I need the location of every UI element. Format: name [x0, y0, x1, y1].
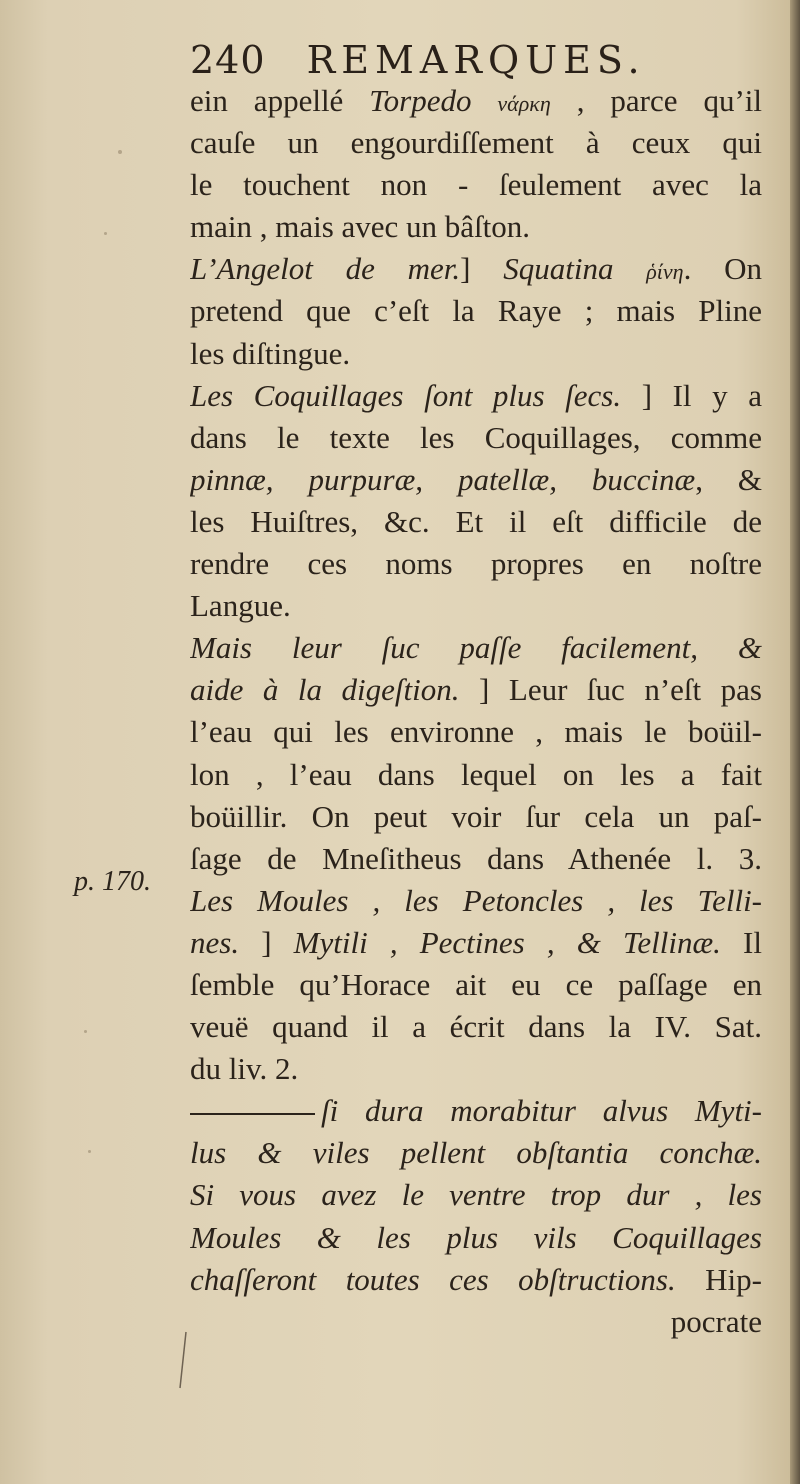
italic-text: Moules & les plus vils Coquillages	[190, 1219, 762, 1255]
text-line	[190, 333, 762, 375]
text-line	[190, 880, 762, 922]
roman-text: ]	[239, 924, 294, 960]
quotation-dash	[190, 1113, 315, 1115]
roman-text: pocrate	[670, 1303, 762, 1339]
text-line	[190, 1006, 762, 1048]
roman-text: cauſe un engourdiſſement à ceux qui	[190, 125, 762, 161]
text-line	[190, 543, 762, 585]
italic-text: Si vous avez le ventre trop dur , les	[190, 1177, 762, 1213]
text-line	[190, 964, 762, 1006]
roman-text: Hip-	[675, 1261, 762, 1297]
running-title: REMARQUES.	[306, 38, 646, 82]
italic-text: chaſſeront toutes ces obſtructions.	[190, 1261, 676, 1297]
text-line	[190, 459, 762, 501]
text-line	[190, 669, 762, 711]
roman-text: Il	[720, 924, 762, 960]
roman-text: rendre ces noms propres en noſtre	[190, 546, 762, 582]
text-line	[190, 1090, 762, 1132]
greek-text: ῥίνη	[646, 259, 684, 285]
page-edge-shadow	[790, 0, 800, 1484]
text-line	[190, 248, 762, 290]
italic-text: lus & viles pellent obſtantia conchæ.	[190, 1135, 762, 1171]
roman-text: , &	[695, 461, 762, 497]
text-line	[190, 1301, 762, 1343]
roman-text: le touchent non - ſeulement avec la	[190, 167, 762, 203]
italic-text: L’Angelot de mer.	[190, 251, 461, 287]
text-line	[190, 711, 762, 753]
italic-text: Les Coquillages ſont plus ſecs.	[190, 377, 622, 413]
text-line	[190, 501, 762, 543]
margin-note: p. 170.	[74, 866, 151, 897]
paper-fleck	[118, 150, 122, 154]
text-line	[190, 1174, 762, 1216]
roman-text: Langue.	[190, 588, 291, 624]
italic-text: aide à la digeſtion.	[190, 672, 460, 708]
italic-text: ſi dura morabitur alvus Myti-	[321, 1093, 762, 1129]
text-line	[190, 1048, 762, 1090]
text-line	[190, 1132, 762, 1174]
roman-text: ] Leur ſuc n’eſt pas	[459, 672, 762, 708]
roman-text: ſage de Mneſitheus dans Athenée l. 3.	[190, 840, 762, 876]
roman-text: du liv. 2.	[190, 1051, 299, 1087]
roman-text: les Huiſtres, &c. Et il eſt difficile de	[190, 503, 762, 539]
greek-text: νάρκη	[497, 91, 551, 116]
text-line	[190, 1217, 762, 1259]
text-line	[190, 122, 762, 164]
text-line	[190, 796, 762, 838]
roman-text: lon , l’eau dans lequel on les a fait	[190, 756, 762, 792]
text-line	[190, 80, 762, 122]
italic-text: Les Moules , les Petoncles , les Telli-	[190, 882, 762, 918]
italic-text: nes.	[190, 924, 240, 960]
roman-text: ] Il y a	[621, 377, 762, 413]
text-line	[190, 838, 762, 880]
body-text	[190, 80, 762, 1343]
roman-text: boüillir. On peut voir ſur cela un paſ-	[190, 798, 762, 834]
text-line	[190, 290, 762, 332]
text-line	[190, 922, 762, 964]
roman-text: main , mais avec un bâſton.	[190, 209, 531, 245]
italic-text: Squatina	[503, 251, 647, 287]
roman-text: l’eau qui les environne , mais le boüil-	[190, 714, 762, 750]
text-line	[190, 164, 762, 206]
italic-text: Torpedo	[369, 83, 498, 118]
pencil-mark	[178, 1330, 188, 1390]
roman-text: pretend que c’eſt la Raye ; mais Pline	[190, 293, 762, 329]
roman-text: les diſtingue.	[190, 335, 351, 371]
italic-text: Mytili , Pectines , & Tellinæ.	[293, 924, 721, 960]
text-line	[190, 417, 762, 459]
roman-text: veuë quand il a écrit dans la IV. Sat.	[190, 1009, 762, 1045]
paper-fleck	[104, 232, 107, 235]
italic-text: Mais leur ſuc paſſe facilement, &	[190, 630, 762, 666]
text-line	[190, 375, 762, 417]
paper-fleck	[84, 1030, 87, 1033]
text-line	[190, 754, 762, 796]
roman-text: dans le texte les Coquillages, comme	[190, 419, 762, 455]
roman-text: ]	[460, 251, 504, 287]
page-number: 240	[190, 38, 266, 82]
text-line	[190, 206, 762, 248]
text-line	[190, 585, 762, 627]
paper-fleck	[88, 1150, 91, 1153]
roman-text: . On	[683, 251, 762, 287]
text-line	[190, 627, 762, 669]
text-line	[190, 1259, 762, 1301]
roman-text: ſemble qu’Horace ait eu ce paſſage en	[190, 966, 762, 1002]
italic-text: pinnæ, purpuræ, patellæ, buccinæ	[190, 461, 696, 497]
roman-text: ein appellé	[190, 83, 370, 118]
roman-text: , parce qu’il	[550, 83, 762, 118]
